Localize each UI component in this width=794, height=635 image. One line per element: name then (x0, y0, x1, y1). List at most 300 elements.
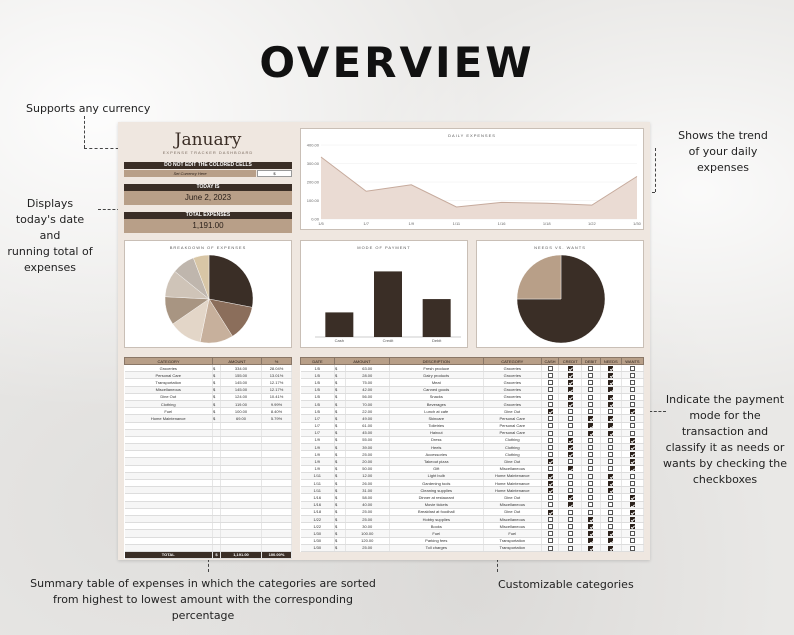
wants-checkbox[interactable] (630, 380, 635, 385)
amount-cell: 40.00 (345, 501, 389, 508)
debit-checkbox[interactable] (588, 524, 593, 529)
cash-checkbox[interactable] (548, 373, 553, 378)
wants-checkbox[interactable] (630, 366, 635, 371)
transaction-row (301, 458, 644, 465)
credit-checkbox[interactable] (568, 366, 573, 371)
cash-checkbox[interactable] (548, 416, 553, 421)
checkbox-cell (600, 436, 621, 443)
bar (325, 312, 353, 337)
description-cell: Takeout pizza (389, 458, 483, 465)
empty-cell (220, 472, 261, 479)
amount-cell: 63.00 (345, 365, 389, 372)
checkbox-cell (600, 393, 621, 400)
note-line: running total of (7, 244, 93, 258)
cash-checkbox[interactable] (548, 546, 553, 551)
needs-checkbox[interactable] (608, 416, 613, 421)
summary-row (125, 415, 292, 422)
debit-checkbox[interactable] (588, 517, 593, 522)
transaction-row (301, 415, 644, 422)
checkbox-cell (582, 379, 600, 386)
cash-checkbox[interactable] (548, 502, 553, 507)
debit-checkbox[interactable] (588, 466, 593, 471)
debit-checkbox[interactable] (588, 387, 593, 392)
checkbox-cell (621, 465, 643, 472)
note-line: Shows the trend (678, 129, 768, 142)
cash-checkbox[interactable] (548, 481, 553, 486)
currency-cell: $ (335, 422, 346, 429)
checkbox-cell (621, 415, 643, 422)
currency-cell: $ (213, 386, 221, 393)
debit-checkbox[interactable] (588, 459, 593, 464)
credit-checkbox[interactable] (568, 395, 573, 400)
category-cell[interactable]: Home Maintenance (483, 480, 541, 487)
category-cell[interactable]: Home Maintenance (483, 472, 541, 479)
currency-cell: $ (213, 365, 221, 372)
wants-checkbox[interactable] (630, 488, 635, 493)
currency-cell: $ (213, 415, 221, 422)
trans-header: AMOUNT (335, 358, 390, 365)
needs-checkbox[interactable] (608, 409, 613, 414)
wants-checkbox[interactable] (630, 409, 635, 414)
debit-checkbox[interactable] (588, 395, 593, 400)
needs-checkbox[interactable] (608, 452, 613, 457)
description-cell: Cleaning supplies (389, 487, 483, 494)
category-cell[interactable]: Miscellaneous (483, 523, 541, 530)
checkbox-cell (559, 508, 582, 515)
currency-cell: $ (213, 400, 221, 407)
wants-checkbox[interactable] (630, 431, 635, 436)
payment-mode-chart (301, 241, 467, 347)
debit-checkbox[interactable] (588, 474, 593, 479)
checkbox-cell (600, 537, 621, 544)
empty-cell (262, 436, 292, 443)
empty-cell (125, 544, 213, 551)
category-cell: Groceries (125, 365, 213, 372)
checkbox-cell (559, 458, 582, 465)
needs-checkbox[interactable] (608, 517, 613, 522)
checkbox-cell (541, 436, 558, 443)
debit-checkbox[interactable] (588, 538, 593, 543)
credit-checkbox[interactable] (568, 380, 573, 385)
transaction-row (301, 422, 644, 429)
credit-checkbox[interactable] (568, 466, 573, 471)
checkbox-cell (559, 537, 582, 544)
connector-currency (84, 116, 85, 148)
category-cell[interactable]: Clothing (483, 444, 541, 451)
empty-cell (262, 422, 292, 429)
empty-cell (213, 487, 221, 494)
total-cell: 100.00% (262, 551, 292, 558)
needs-checkbox[interactable] (608, 502, 613, 507)
debit-checkbox[interactable] (588, 531, 593, 536)
note-date-total (4, 196, 96, 276)
category-cell[interactable]: Groceries (483, 386, 541, 393)
needs-checkbox[interactable] (608, 445, 613, 450)
trans-header: WANTS (621, 358, 643, 365)
today-value: June 2, 2023 (124, 191, 292, 205)
debit-checkbox[interactable] (588, 452, 593, 457)
summary-row (125, 372, 292, 379)
description-cell: Meat (389, 379, 483, 386)
wants-checkbox[interactable] (630, 416, 635, 421)
category-cell[interactable]: Groceries (483, 400, 541, 407)
summary-table (124, 357, 292, 559)
transaction-row (301, 365, 644, 372)
currency-cell: $ (335, 530, 346, 537)
credit-checkbox[interactable] (568, 445, 573, 450)
checkbox-cell (582, 458, 600, 465)
credit-checkbox[interactable] (568, 459, 573, 464)
wants-checkbox[interactable] (630, 502, 635, 507)
checkbox-cell (582, 530, 600, 537)
currency-cell: $ (335, 508, 346, 515)
wants-checkbox[interactable] (630, 459, 635, 464)
checkbox-cell (621, 472, 643, 479)
cash-checkbox[interactable] (548, 452, 553, 457)
checkbox-cell (600, 523, 621, 530)
needs-checkbox[interactable] (608, 524, 613, 529)
credit-checkbox[interactable] (568, 538, 573, 543)
summary-header: % (262, 358, 292, 365)
category-cell[interactable]: Clothing (483, 451, 541, 458)
cash-checkbox[interactable] (548, 459, 553, 464)
debit-checkbox[interactable] (588, 423, 593, 428)
checkbox-cell (559, 408, 582, 415)
transaction-row (301, 444, 644, 451)
description-cell: Heels (389, 444, 483, 451)
empty-cell (125, 508, 213, 515)
cash-checkbox[interactable] (548, 380, 553, 385)
currency-cell: $ (213, 408, 221, 415)
empty-cell (220, 451, 261, 458)
cash-checkbox[interactable] (548, 438, 553, 443)
description-cell: Light bulb (389, 472, 483, 479)
cash-checkbox[interactable] (548, 517, 553, 522)
cash-checkbox[interactable] (548, 488, 553, 493)
transaction-row (301, 501, 644, 508)
currency-input[interactable]: $ (257, 170, 292, 177)
summary-row-empty (125, 429, 292, 436)
wants-checkbox[interactable] (630, 395, 635, 400)
needs-checkbox[interactable] (608, 531, 613, 536)
category-cell[interactable]: Dine Out (483, 494, 541, 501)
wants-checkbox[interactable] (630, 546, 635, 551)
empty-cell (125, 429, 213, 436)
description-cell: Accessories (389, 451, 483, 458)
needs-checkbox[interactable] (608, 510, 613, 515)
area-fill (321, 157, 637, 219)
cash-checkbox[interactable] (548, 366, 553, 371)
credit-checkbox[interactable] (568, 546, 573, 551)
category-cell[interactable]: Miscellaneous (483, 465, 541, 472)
note-line: transaction and (681, 424, 769, 438)
wants-checkbox[interactable] (630, 517, 635, 522)
debit-checkbox[interactable] (588, 438, 593, 443)
category-cell[interactable]: Groceries (483, 379, 541, 386)
empty-cell (262, 515, 292, 522)
debit-checkbox[interactable] (588, 502, 593, 507)
description-cell: Canned goods (389, 386, 483, 393)
checkbox-cell (559, 386, 582, 393)
needs-checkbox[interactable] (608, 431, 613, 436)
debit-checkbox[interactable] (588, 373, 593, 378)
needs-checkbox[interactable] (608, 395, 613, 400)
debit-checkbox[interactable] (588, 488, 593, 493)
checkbox-cell (559, 372, 582, 379)
checkbox-cell (600, 472, 621, 479)
category-cell[interactable]: Fuel (483, 530, 541, 537)
currency-cell: $ (335, 429, 346, 436)
x-tick-label: Credit (382, 338, 394, 343)
needs-checkbox[interactable] (608, 546, 613, 551)
checkbox-cell (582, 429, 600, 436)
wants-checkbox[interactable] (630, 466, 635, 471)
credit-checkbox[interactable] (568, 531, 573, 536)
summary-row-empty (125, 444, 292, 451)
credit-checkbox[interactable] (568, 495, 573, 500)
page-title: OVERVIEW (259, 38, 535, 87)
summary-row-empty (125, 451, 292, 458)
debit-checkbox[interactable] (588, 510, 593, 515)
debit-checkbox[interactable] (588, 409, 593, 414)
wants-checkbox[interactable] (630, 538, 635, 543)
cash-checkbox[interactable] (548, 423, 553, 428)
credit-checkbox[interactable] (568, 452, 573, 457)
category-cell[interactable]: Dine Out (483, 408, 541, 415)
category-cell[interactable]: Personal Care (483, 422, 541, 429)
summary-header: AMOUNT (213, 358, 262, 365)
category-cell[interactable]: Miscellaneous (483, 515, 541, 522)
cash-checkbox[interactable] (548, 524, 553, 529)
needs-checkbox[interactable] (608, 481, 613, 486)
date-cell: 1/9 (301, 436, 335, 443)
cash-checkbox[interactable] (548, 395, 553, 400)
wants-checkbox[interactable] (630, 481, 635, 486)
debit-checkbox[interactable] (588, 380, 593, 385)
date-cell: 1/30 (301, 544, 335, 551)
cash-checkbox[interactable] (548, 387, 553, 392)
wants-checkbox[interactable] (630, 531, 635, 536)
credit-checkbox[interactable] (568, 373, 573, 378)
checkbox-cell (582, 494, 600, 501)
needs-checkbox[interactable] (608, 423, 613, 428)
empty-cell (220, 523, 261, 530)
pie-slice (517, 255, 561, 299)
credit-checkbox[interactable] (568, 488, 573, 493)
credit-checkbox[interactable] (568, 481, 573, 486)
cash-checkbox[interactable] (548, 409, 553, 414)
description-cell: Parking fees (389, 537, 483, 544)
debit-checkbox[interactable] (588, 366, 593, 371)
needs-checkbox[interactable] (608, 402, 613, 407)
y-tick-label: 400.00 (306, 142, 319, 148)
debit-checkbox[interactable] (588, 402, 593, 407)
wants-checkbox[interactable] (630, 510, 635, 515)
description-cell: Beverages (389, 400, 483, 407)
debit-checkbox[interactable] (588, 416, 593, 421)
empty-cell (220, 530, 261, 537)
wants-checkbox[interactable] (630, 438, 635, 443)
date-cell: 1/5 (301, 386, 335, 393)
checkbox-cell (541, 480, 558, 487)
currency-cell: $ (335, 365, 346, 372)
checkbox-cell (559, 544, 582, 551)
summary-row-empty (125, 544, 292, 551)
transaction-row (301, 465, 644, 472)
checkbox-cell (582, 544, 600, 551)
wants-checkbox[interactable] (630, 474, 635, 479)
needs-checkbox[interactable] (608, 387, 613, 392)
credit-checkbox[interactable] (568, 510, 573, 515)
empty-cell (220, 429, 261, 436)
category-cell[interactable]: Personal Care (483, 415, 541, 422)
note-trend (668, 128, 778, 176)
needs-checkbox[interactable] (608, 488, 613, 493)
empty-cell (262, 444, 292, 451)
wants-checkbox[interactable] (630, 373, 635, 378)
checkbox-cell (582, 472, 600, 479)
empty-cell (125, 515, 213, 522)
x-tick-label: 1/5 (318, 221, 324, 226)
cash-checkbox[interactable] (548, 510, 553, 515)
chart-title: MODE OF PAYMENT (357, 245, 411, 250)
cash-checkbox[interactable] (548, 466, 553, 471)
category-cell[interactable]: Dine Out (483, 508, 541, 515)
amount-cell: 31.00 (345, 487, 389, 494)
cash-checkbox[interactable] (548, 495, 553, 500)
credit-checkbox[interactable] (568, 387, 573, 392)
needs-checkbox[interactable] (608, 366, 613, 371)
debit-checkbox[interactable] (588, 445, 593, 450)
wants-checkbox[interactable] (630, 423, 635, 428)
note-line: expenses (23, 260, 77, 274)
amount-cell: 56.00 (345, 393, 389, 400)
credit-checkbox[interactable] (568, 502, 573, 507)
cash-checkbox[interactable] (548, 402, 553, 407)
debit-checkbox[interactable] (588, 431, 593, 436)
checkbox-cell (621, 501, 643, 508)
total-cell: TOTAL (125, 551, 213, 558)
checkbox-cell (559, 515, 582, 522)
wants-checkbox[interactable] (630, 452, 635, 457)
transaction-row (301, 393, 644, 400)
checkbox-cell (582, 465, 600, 472)
checkbox-cell (600, 515, 621, 522)
category-cell[interactable]: Transportation (483, 544, 541, 551)
needs-checkbox[interactable] (608, 538, 613, 543)
empty-cell (220, 544, 261, 551)
date-cell: 1/7 (301, 415, 335, 422)
needs-checkbox[interactable] (608, 495, 613, 500)
credit-checkbox[interactable] (568, 416, 573, 421)
credit-checkbox[interactable] (568, 524, 573, 529)
currency-cell: $ (335, 487, 346, 494)
empty-cell (125, 480, 213, 487)
needs-checkbox[interactable] (608, 380, 613, 385)
y-tick-label: 300.00 (306, 161, 319, 166)
checkbox-cell (600, 480, 621, 487)
debit-checkbox[interactable] (588, 495, 593, 500)
category-cell: Fuel (125, 408, 213, 415)
needs-checkbox[interactable] (608, 474, 613, 479)
credit-checkbox[interactable] (568, 402, 573, 407)
category-cell[interactable]: Transportation (483, 537, 541, 544)
empty-cell (213, 480, 221, 487)
date-cell: 1/5 (301, 393, 335, 400)
cash-checkbox[interactable] (548, 538, 553, 543)
wants-checkbox[interactable] (630, 524, 635, 529)
today-label: TODAY IS (124, 184, 292, 191)
checkbox-cell (582, 415, 600, 422)
wants-checkbox[interactable] (630, 495, 635, 500)
wants-checkbox[interactable] (630, 402, 635, 407)
checkbox-cell (541, 487, 558, 494)
category-cell[interactable]: Groceries (483, 393, 541, 400)
empty-cell (125, 472, 213, 479)
category-cell: Home Maintenance (125, 415, 213, 422)
checkbox-cell (582, 422, 600, 429)
wants-checkbox[interactable] (630, 445, 635, 450)
category-cell[interactable]: Home Maintenance (483, 487, 541, 494)
summary-row-empty (125, 472, 292, 479)
cash-checkbox[interactable] (548, 474, 553, 479)
credit-checkbox[interactable] (568, 438, 573, 443)
x-tick-label: Cash (334, 338, 345, 343)
checkbox-cell (559, 393, 582, 400)
category-cell[interactable]: Personal Care (483, 429, 541, 436)
cash-checkbox[interactable] (548, 445, 553, 450)
y-tick-label: 0.00 (311, 216, 319, 222)
category-cell[interactable]: Clothing (483, 436, 541, 443)
debit-checkbox[interactable] (588, 546, 593, 551)
wants-checkbox[interactable] (630, 387, 635, 392)
cash-checkbox[interactable] (548, 531, 553, 536)
needs-checkbox[interactable] (608, 459, 613, 464)
summary-row-empty (125, 523, 292, 530)
empty-cell (213, 451, 221, 458)
category-cell[interactable]: Groceries (483, 372, 541, 379)
empty-cell (213, 472, 221, 479)
cash-checkbox[interactable] (548, 431, 553, 436)
needs-checkbox[interactable] (608, 373, 613, 378)
transaction-row (301, 544, 644, 551)
chart-title: NEEDS VS. WANTS (534, 245, 586, 250)
checkbox-cell (600, 429, 621, 436)
checkbox-cell (600, 544, 621, 551)
total-cell: 1,191.00 (220, 551, 261, 558)
credit-checkbox[interactable] (568, 409, 573, 414)
needs-checkbox[interactable] (608, 438, 613, 443)
credit-checkbox[interactable] (568, 423, 573, 428)
empty-cell (262, 508, 292, 515)
note-line: classify it as needs or (665, 440, 785, 454)
amount-cell: 100.00 (345, 530, 389, 537)
category-cell[interactable]: Dine Out (483, 458, 541, 465)
credit-checkbox[interactable] (568, 431, 573, 436)
checkbox-cell (600, 530, 621, 537)
empty-cell (125, 494, 213, 501)
needs-checkbox[interactable] (608, 466, 613, 471)
credit-checkbox[interactable] (568, 474, 573, 479)
checkbox-cell (559, 379, 582, 386)
category-cell[interactable]: Miscellaneous (483, 501, 541, 508)
debit-checkbox[interactable] (588, 481, 593, 486)
category-cell[interactable]: Groceries (483, 365, 541, 372)
x-tick-label: 1/9 (408, 221, 415, 226)
checkbox-cell (541, 393, 558, 400)
empty-cell (213, 494, 221, 501)
credit-checkbox[interactable] (568, 517, 573, 522)
